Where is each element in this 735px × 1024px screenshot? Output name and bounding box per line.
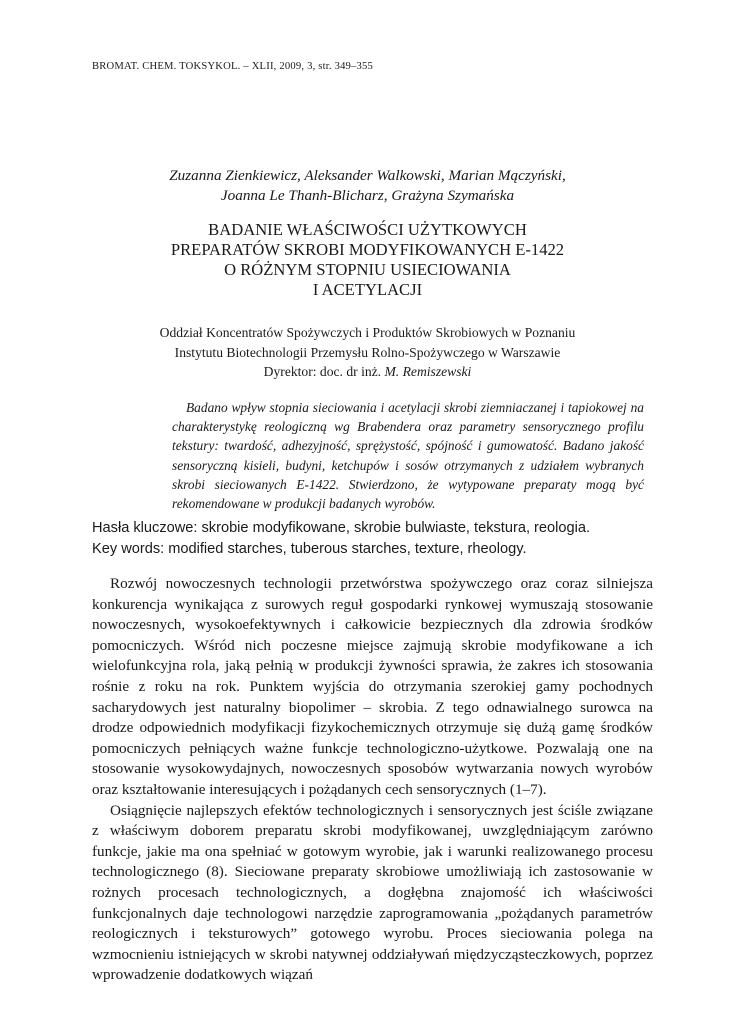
keywords-pl: Hasła kluczowe: skrobie modyfikowane, skrobie bulwiaste, tekstura, reologia. — [92, 520, 591, 536]
keywords — [92, 518, 652, 559]
director-name: M. Remiszewski — [384, 364, 472, 379]
paper-title — [0, 220, 735, 300]
authors-line-1: Zuzanna Zienkiewicz, Aleksander Walkowski, Marian Mączyński, — [169, 167, 566, 184]
title-line-1: BADANIE WŁAŚCIWOŚCI UŻYTKOWYCH — [208, 220, 527, 239]
affiliation-line-2: Instytutu Biotechnologii Przemysłu Rolno-Spożywczego w Warszawie — [174, 344, 561, 360]
keywords-en: Key words: modified starches, tuberous starches, texture, rheology. — [92, 540, 527, 557]
abstract: Badano wpływ stopnia sieciowania i acetylacji skrobi ziemniaczanej i tapiokowej na charakterystykę reologiczną wg Brabendera oraz parametry sensorycznego profilu tekstury: twardość, adhezyjność, sprężystość, spójność i gumowatość. Badano jakość sensoryczną kisieli, budyni, ketchupów i sosów otrzymanych z udziałem wybranych skrobi sieciowanych E-1422. Stwierdzono, że wytypowane preparaty mogą być rekomendowane w produkcji badanych wyrobów. — [172, 400, 644, 512]
running-head: BROMAT. CHEM. TOKSYKOL. – XLII, 2009, 3, str. 349–355 — [92, 61, 374, 72]
title-line-4: I ACETYLACJI — [312, 280, 423, 299]
authors — [0, 166, 735, 206]
body-text — [92, 574, 653, 986]
title-line-3: O RÓŻNYM STOPNIU USIECIOWANIA — [224, 260, 511, 279]
director-label: Dyrektor: doc. dr inż. — [263, 364, 385, 379]
title-line-2: PREPARATÓW SKROBI MODYFIKOWANYCH E-1422 — [170, 240, 565, 259]
body-paragraph-1: Rozwój nowoczesnych technologii przetwórstwa spożywczego oraz coraz silniejsza konkurencja wynikająca z surowych reguł gospodarki rynkowej wymuszają stosowanie nowoczesnych, wysokoefektywnych i całkowicie bezpiecznych dla zdrowia środków pomocniczych. Wśród nich poczesne miejsce zajmują skrobie modyfikowane a ich wielofunkcyjna rola, jaką pełnią w produkcji żywności sprawia, że zakres ich stosowania rośnie z roku na rok. Punktem wyjścia do otrzymania szerokiej gamy pochodnych sacharydowych jest naturalny biopolimer – skrobia. Z tego odnawialnego surowca na drodze odpowiednich modyfikacji fizykochemicznych otrzymuje się dużą gamę środków pomocniczych pełniących ważne funkcje technologiczno-użytkowe. Pozwalają one na stosowanie wysokowydajnych, nowoczesnych sposobów wytwarzania nowych wyrobów oraz kształtowanie interesujących i pożądanych cech sensorycznych (1–7). — [92, 575, 653, 798]
director-line — [0, 362, 735, 382]
affiliation-line-1: Oddział Koncentratów Spożywczych i Produktów Skrobiowych w Poznaniu — [159, 325, 576, 340]
authors-line-2: Joanna Le Thanh-Blicharz, Grażyna Szymańska — [220, 187, 515, 204]
affiliation — [0, 323, 735, 382]
body-paragraph-2: Osiągnięcie najlepszych efektów technologicznych i sensorycznych jest ściśle związane z właściwym doborem preparatu skrobi modyfikowanej, uwzględniającym zarówno funkcje, jakie ma ona spełniać w gotowym wyrobie, jak i warunki realizowanego procesu technologicznego (8). Sieciowane preparaty skrobiowe umożliwiają ich zastosowanie w rożnych procesach technologicznych, a dogłębna znajomość ich właściwości funkcjonalnych daje technologowi narzędzie zaprogramowania „pożądanych parametrów reologicznych i teksturowych” gotowego wyrobu. Proces sieciowania polega na wzmocnieniu istniejących w skrobi natywnej oddziaływań międzycząsteczkowych, poprzez wprowadzenie dodatkowych wiązań — [92, 801, 653, 984]
